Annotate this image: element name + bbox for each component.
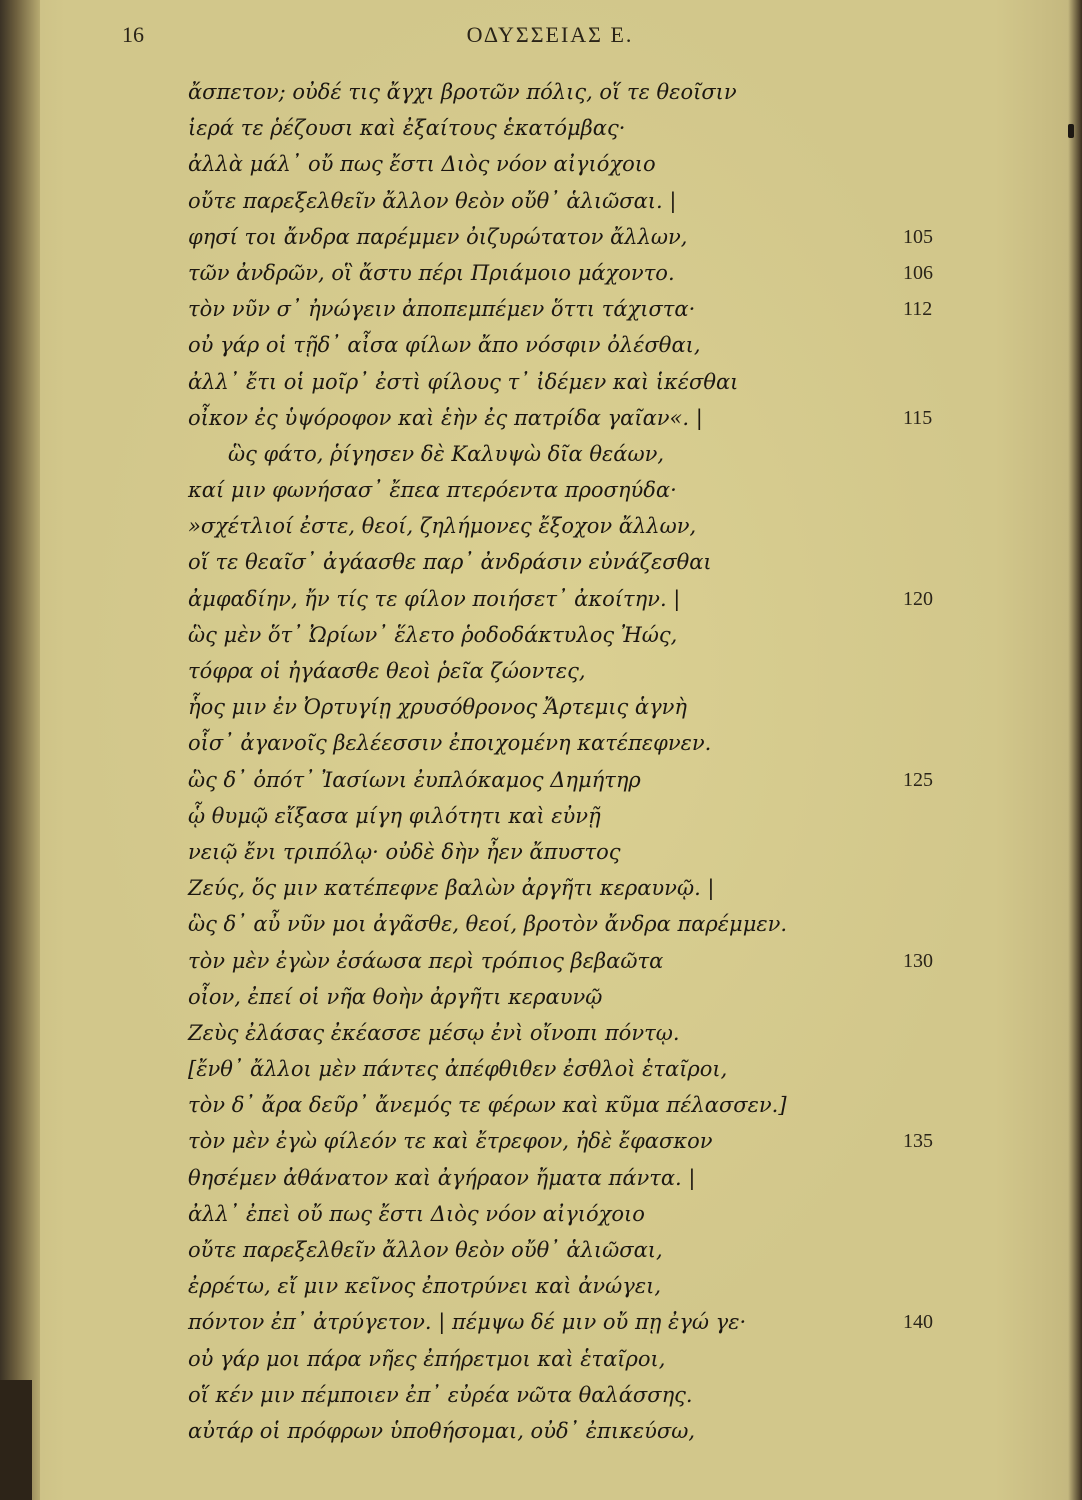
page-number: 16 <box>122 22 144 47</box>
verse-line <box>188 400 968 436</box>
page-title: ΟΔΥΣΣΕΙΑΣ Ε. <box>466 22 634 47</box>
verse-text: ἄσπετον; οὐδέ τις ἄγχι βροτῶν πόλις, οἵ τε θεοῖσιν <box>188 80 737 104</box>
verse-line <box>188 1015 968 1051</box>
verse-text: νειῷ ἔνι τριπόλῳ· οὐδὲ δὴν ἦεν ἄπυστος <box>188 839 621 864</box>
line-number: 130 <box>903 949 933 972</box>
verse-line <box>188 1087 968 1123</box>
running-head <box>0 22 1082 52</box>
verse-text: οἷσ᾽ ἀγανοῖς βελέεσσιν ἐποιχομένη κατέπεφνεν. <box>188 731 712 756</box>
verse-line <box>188 255 968 291</box>
verse-text: »σχέτλιοί ἐστε, θεοί, ζηλήμονες ἔξοχον ἄλλων, <box>188 514 697 539</box>
verse-text: τὸν νῦν σ᾽ ἠνώγειν ἀποπεμπέμεν ὅττι τάχιστα· <box>188 297 696 322</box>
verse-line <box>188 1341 968 1377</box>
verse-line <box>188 943 968 979</box>
line-number: 115 <box>903 406 933 429</box>
line-number: 125 <box>903 768 933 791</box>
verse-text: ὣς μὲν ὅτ᾽ Ὠρίων᾽ ἕλετο ῥοδοδάκτυλος Ἠώς, <box>188 622 678 647</box>
verse-line <box>188 146 968 182</box>
verse-line <box>188 906 968 942</box>
verse-text: τὸν μὲν ἐγὼν ἐσάωσα περὶ τρόπιος βεβαῶτα <box>188 948 664 973</box>
verse-line <box>188 183 968 219</box>
verse-text: καί μιν φωνήσασ᾽ ἔπεα πτερόεντα προσηύδα· <box>188 478 677 503</box>
verse-text-block <box>188 74 968 1449</box>
verse-line <box>188 291 968 327</box>
line-number: 106 <box>903 261 933 284</box>
verse-line <box>188 508 968 544</box>
verse-text: ἐρρέτω, εἴ μιν κεῖνος ἐποτρύνει καὶ ἀνώγει, <box>188 1274 661 1299</box>
verse-line <box>188 327 968 363</box>
verse-text: οὐ γάρ μοι πάρα νῆες ἐπήρετμοι καὶ ἑταῖροι, <box>188 1346 666 1371</box>
verse-text: τόφρα οἱ ἠγάασθε θεοὶ ῥεῖα ζώοντες, <box>188 659 586 683</box>
verse-text: ὣς δ᾽ αὖ νῦν μοι ἀγᾶσθε, θεοί, βροτὸν ἄνδρα παρέμμεν. <box>188 912 788 937</box>
verse-line <box>188 725 968 761</box>
verse-text: ἀλλὰ μάλ᾽ οὔ πως ἔστι Διὸς νόον αἰγιόχοιο <box>188 152 656 177</box>
page-edge-shadow <box>1068 0 1082 1500</box>
verse-text: οὔτε παρεξελθεῖν ἄλλον θεὸν οὔθ᾽ ἁλιῶσαι. | <box>188 188 677 213</box>
verse-text: ὣς φάτο, ῥίγησεν δὲ Καλυψὼ δῖα θεάων, <box>228 441 665 466</box>
binding-shadow <box>0 1380 32 1500</box>
verse-line <box>188 1268 968 1304</box>
line-number: 140 <box>903 1311 933 1334</box>
verse-line <box>188 110 968 146</box>
verse-line <box>188 1051 968 1087</box>
verse-line <box>188 436 968 472</box>
verse-text: φησί τοι ἄνδρα παρέμμεν ὀιζυρώτατον ἄλλων, <box>188 224 688 249</box>
verse-text: [ἔνθ᾽ ἄλλοι μὲν πάντες ἀπέφθιθεν ἐσθλοὶ ἑταῖροι, <box>188 1057 728 1082</box>
verse-line <box>188 581 968 617</box>
verse-line <box>188 762 968 798</box>
verse-line <box>188 870 968 906</box>
verse-line <box>188 364 968 400</box>
verse-text: οὐ γάρ οἱ τῇδ᾽ αἶσα φίλων ἄπο νόσφιν ὀλέσθαι, <box>188 333 701 358</box>
verse-text: θησέμεν ἀθάνατον καὶ ἀγήραον ἤματα πάντα. | <box>188 1165 696 1190</box>
page-mark <box>1068 124 1074 138</box>
verse-line <box>188 689 968 725</box>
verse-line <box>188 1304 968 1340</box>
verse-line <box>188 653 968 689</box>
line-number: 105 <box>903 225 933 248</box>
verse-text: ἧος μιν ἐν Ὀρτυγίῃ χρυσόθρονος Ἄρτεμις ἁγνὴ <box>188 695 688 720</box>
verse-line <box>188 1123 968 1159</box>
verse-text: Ζεὺς ἐλάσας ἐκέασσε μέσῳ ἐνὶ οἴνοπι πόντῳ. <box>188 1020 680 1045</box>
verse-line <box>188 979 968 1015</box>
verse-line <box>188 1377 968 1413</box>
verse-text: ᾧ θυμῷ εἴξασα μίγη φιλότητι καὶ εὐνῇ <box>188 803 601 828</box>
line-number: 120 <box>903 587 933 610</box>
verse-text: ἀλλ᾽ ἐπεὶ οὔ πως ἔστι Διὸς νόον αἰγιόχοιο <box>188 1201 645 1226</box>
verse-text: ἀλλ᾽ ἔτι οἱ μοῖρ᾽ ἐστὶ φίλους τ᾽ ἰδέμεν καὶ ἱκέσθαι <box>188 369 739 394</box>
binding-edge <box>0 0 40 1500</box>
verse-line <box>188 1160 968 1196</box>
verse-text: οἶκον ἐς ὑψόροφον καὶ ἑὴν ἐς πατρίδα γαῖαν«. | <box>188 405 703 430</box>
verse-text: αὐτάρ οἱ πρόφρων ὑποθήσομαι, οὐδ᾽ ἐπικεύσω, <box>188 1418 696 1443</box>
verse-text: τὸν μὲν ἐγὼ φίλεόν τε καὶ ἔτρεφον, ἠδὲ ἔφασκον <box>188 1129 713 1154</box>
verse-text: ὣς δ᾽ ὁπότ᾽ Ἰασίωνι ἐυπλόκαμος Δημήτηρ <box>188 767 641 792</box>
verse-text: οἵ κέν μιν πέμποιεν ἐπ᾽ εὐρέα νῶτα θαλάσσης. <box>188 1382 693 1407</box>
verse-line <box>188 1413 968 1449</box>
verse-text: τῶν ἀνδρῶν, οἳ ἄστυ πέρι Πριάμοιο μάχοντο. <box>188 260 675 285</box>
verse-text: οἶον, ἐπεί οἱ νῆα θοὴν ἀργῆτι κεραυνῷ <box>188 984 603 1009</box>
verse-line <box>188 617 968 653</box>
verse-line <box>188 544 968 580</box>
verse-line <box>188 74 968 110</box>
verse-line <box>188 472 968 508</box>
verse-line <box>188 1196 968 1232</box>
verse-text: ἱερά τε ῥέζουσι καὶ ἐξαίτους ἑκατόμβας· <box>188 116 626 141</box>
verse-line <box>188 219 968 255</box>
line-number: 135 <box>903 1130 933 1153</box>
verse-text: οὔτε παρεξελθεῖν ἄλλον θεὸν οὔθ᾽ ἁλιῶσαι, <box>188 1238 663 1262</box>
verse-text: πόντον ἐπ᾽ ἀτρύγετον. | πέμψω δέ μιν οὔ πῃ ἐγώ γε· <box>188 1310 747 1335</box>
verse-text: Ζεύς, ὅς μιν κατέπεφνε βαλὼν ἀργῆτι κεραυνῷ. | <box>188 876 715 901</box>
verse-text: οἵ τε θεαῖσ᾽ ἀγάασθε παρ᾽ ἀνδράσιν εὐνάζεσθαι <box>188 550 712 575</box>
verse-text: τὸν δ᾽ ἄρα δεῦρ᾽ ἄνεμός τε φέρων καὶ κῦμα πέλασσεν.] <box>188 1093 787 1118</box>
verse-text: ἀμφαδίην, ἤν τίς τε φίλον ποιήσετ᾽ ἀκοίτην. | <box>188 586 681 611</box>
verse-line <box>188 834 968 870</box>
line-number: 112 <box>903 298 933 321</box>
verse-line <box>188 1232 968 1268</box>
verse-line <box>188 798 968 834</box>
